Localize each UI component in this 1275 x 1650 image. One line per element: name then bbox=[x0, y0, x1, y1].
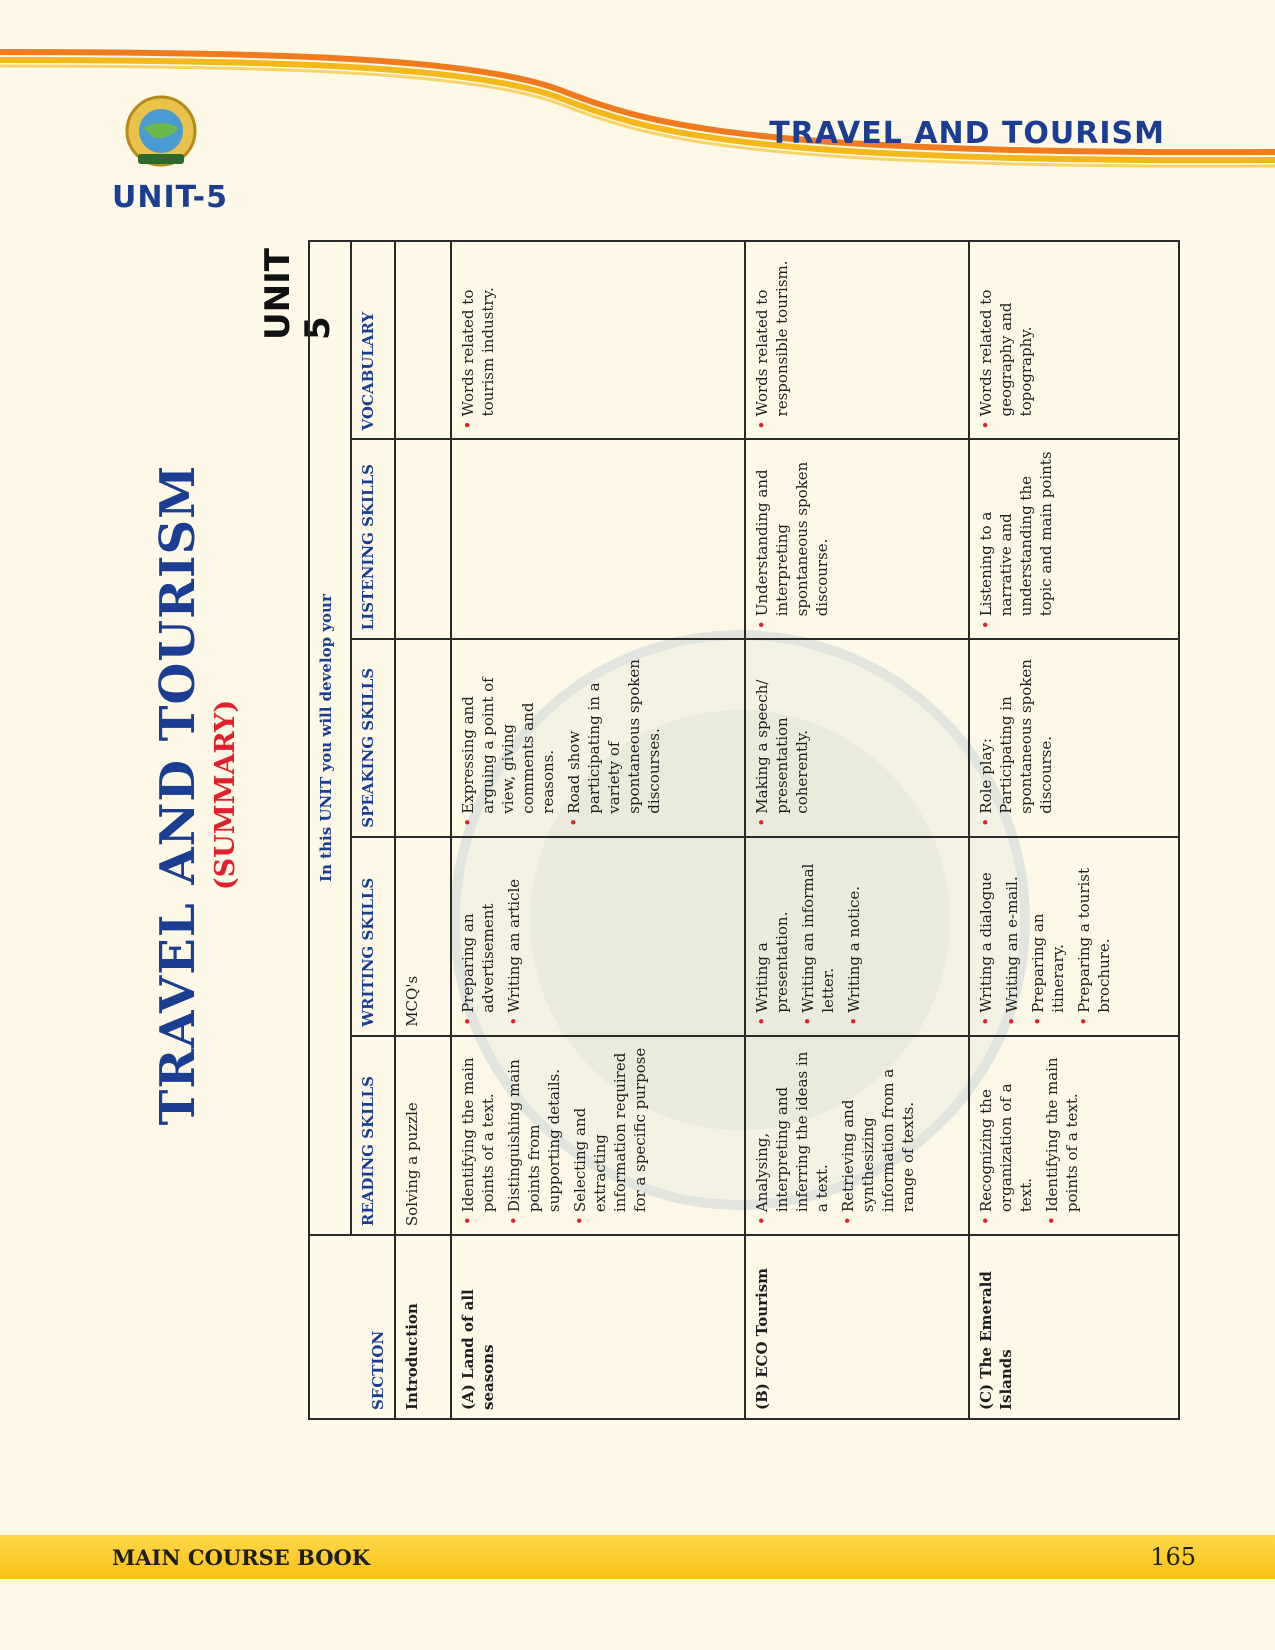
table-row bbox=[745, 241, 969, 1419]
table-row bbox=[395, 241, 451, 1419]
list-item: • Analysing, interpreting and inferring the ideas in a text. bbox=[752, 1045, 832, 1212]
reading-cell bbox=[451, 1036, 745, 1235]
unit-label: UNIT-5 bbox=[112, 180, 229, 215]
table-row bbox=[451, 241, 745, 1419]
list-item: • Selecting and extracting information required for a specific purpose bbox=[570, 1045, 650, 1212]
column-header: WRITING SKILLS bbox=[351, 837, 395, 1036]
section-name: Introduction bbox=[395, 1235, 451, 1419]
writing-cell bbox=[745, 837, 969, 1036]
unit-heading: UNIT 5 bbox=[258, 248, 338, 340]
list-item: • Words related to responsible tourism. bbox=[752, 250, 792, 416]
list-item: • Writing a notice. bbox=[844, 846, 864, 1013]
vocabulary-cell bbox=[745, 241, 969, 439]
summary-sheet bbox=[140, 240, 1150, 1500]
writing-cell bbox=[451, 837, 745, 1036]
list-item: • Expressing and arguing a point of view, giving comments and reasons. bbox=[458, 648, 558, 813]
list-item: • Writing an informal letter. bbox=[798, 846, 838, 1013]
list-item: • Writing an e-mail. bbox=[1002, 846, 1022, 1013]
summary-title: TRAVEL AND TOURISM bbox=[150, 464, 206, 1126]
list-item: • Writing a presentation. bbox=[752, 846, 792, 1013]
speaking-cell bbox=[451, 639, 745, 836]
list-item: • Distinguishing main points from supporting details. bbox=[504, 1045, 564, 1212]
reading-cell: Solving a puzzle bbox=[395, 1036, 451, 1235]
list-item: • Words related to geography and topography. bbox=[976, 250, 1036, 416]
intro-header: In this UNIT you will develop your bbox=[309, 241, 351, 1235]
list-item: • Listening to a narrative and understanding the topic and main points bbox=[976, 448, 1056, 616]
section-header: SECTION bbox=[309, 1235, 395, 1419]
listening-cell bbox=[451, 439, 745, 639]
section-name: (C) The Emerald Islands bbox=[969, 1235, 1179, 1419]
speaking-cell bbox=[395, 639, 451, 836]
list-item: • Role play: Participating in spontaneous spoken discourse. bbox=[976, 648, 1056, 813]
list-item: • Preparing an advertisement bbox=[458, 846, 498, 1013]
vocabulary-cell bbox=[451, 241, 745, 439]
chapter-title: TRAVEL AND TOURISM bbox=[769, 116, 1165, 151]
list-item: • Preparing a tourist brochure. bbox=[1074, 846, 1114, 1013]
writing-cell bbox=[969, 837, 1179, 1036]
list-item: • Writing a dialogue bbox=[976, 846, 996, 1013]
section-name: (B) ECO Tourism bbox=[745, 1235, 969, 1419]
listening-cell bbox=[745, 439, 969, 639]
list-item: • Preparing an itinerary. bbox=[1028, 846, 1068, 1013]
summary-table bbox=[308, 240, 1180, 1420]
column-header: LISTENING SKILLS bbox=[351, 439, 395, 639]
list-item: • Making a speech/ presentation coherently. bbox=[752, 648, 812, 813]
reading-cell bbox=[745, 1036, 969, 1235]
writing-cell: MCQ's bbox=[395, 837, 451, 1036]
list-item: • Road show participating in a variety of spontaneous spoken discourses. bbox=[564, 648, 664, 813]
list-item: • Understanding and interpreting spontaneous spoken discourse. bbox=[752, 448, 832, 616]
listening-cell bbox=[969, 439, 1179, 639]
footer-book-title: MAIN COURSE BOOK bbox=[112, 1545, 371, 1570]
list-item: • Identifying the main points of a text. bbox=[1042, 1045, 1082, 1212]
table-row bbox=[969, 241, 1179, 1419]
speaking-cell bbox=[745, 639, 969, 836]
column-header: VOCABULARY bbox=[351, 241, 395, 439]
list-item: • Identifying the main points of a text. bbox=[458, 1045, 498, 1212]
listening-cell bbox=[395, 439, 451, 639]
column-header: SPEAKING SKILLS bbox=[351, 639, 395, 836]
list-item: • Retrieving and synthesizing information from a range of texts. bbox=[838, 1045, 918, 1212]
column-header: READING SKILLS bbox=[351, 1036, 395, 1235]
summary-subtitle: (SUMMARY) bbox=[210, 699, 241, 891]
vocabulary-cell bbox=[969, 241, 1179, 439]
list-item: • Writing an article bbox=[504, 846, 524, 1013]
vocabulary-cell bbox=[395, 241, 451, 439]
list-item: • Recognizing the organization of a text. bbox=[976, 1045, 1036, 1212]
reading-cell bbox=[969, 1036, 1179, 1235]
list-item: • Words related to tourism industry. bbox=[458, 250, 498, 416]
speaking-cell bbox=[969, 639, 1179, 836]
section-name: (A) Land of all seasons bbox=[451, 1235, 745, 1419]
page-number: 165 bbox=[1150, 1543, 1196, 1571]
